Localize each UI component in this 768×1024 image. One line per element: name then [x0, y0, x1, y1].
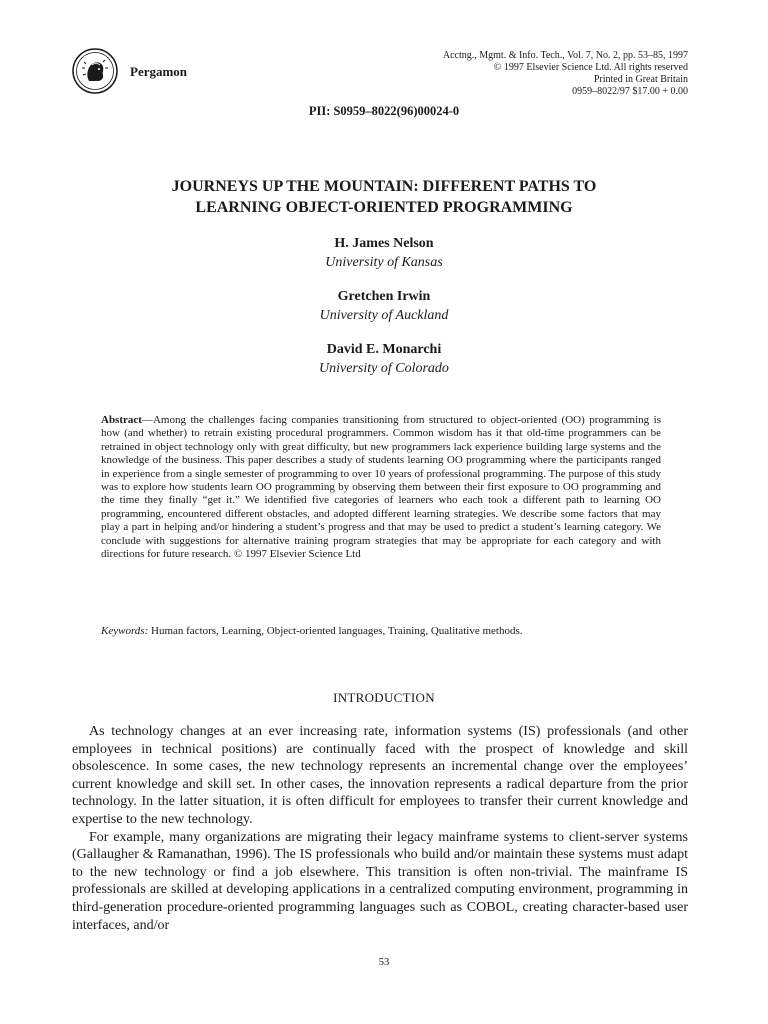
journal-info-line: © 1997 Elsevier Science Ltd. All rights reserved — [493, 62, 688, 73]
keywords-label: Keywords: — [101, 625, 149, 637]
keywords — [101, 625, 661, 638]
title-line: LEARNING OBJECT-ORIENTED PROGRAMMING — [195, 199, 573, 216]
paragraph: As technology changes at an ever increasing rate, information systems (IS) professionals (and other employees in technical positions) are continually faced with the prospect of knowledge and skill obsolescence. In some cases, the new technology represents an incremental change over the employees’ current knowledge and skill set. In other cases, the innovation represents a radical departure from the prior technology. In the latter situation, it is often difficult for employees to transfer their current knowledge and expertise to the new technology. — [72, 724, 688, 827]
title-line: JOURNEYS UP THE MOUNTAIN: DIFFERENT PATHS TO — [171, 178, 597, 195]
pii-identifier: PII: S0959–8022(96)00024-0 — [308, 104, 460, 118]
publisher-name: Pergamon — [130, 64, 188, 79]
paragraph: For example, many organizations are migrating their legacy mainframe systems to client-server systems (Gallaugher & Ramanathan, 1996). The IS professionals who build and/or maintain these systems must adapt to the new technology or find a job elsewhere. This transition is often non-trivial. The mainframe IS professionals are skilled at developing applications in a centralized computing environment, programming in third-generation procedure-oriented programming languages such as COBOL, creating character-based user interfaces, and/or — [72, 829, 688, 933]
author-affiliation: University of Colorado — [319, 361, 449, 376]
body-text — [72, 723, 688, 934]
keywords-text: Human factors, Learning, Object-oriented languages, Training, Qualitative methods. — [148, 625, 523, 637]
abstract-label: Abstract — [101, 414, 142, 426]
abstract-text: —Among the challenges facing companies transitioning from structured to object-oriented (OO) programming is how (and whether) to retrain existing procedural programmers. Common wisdom has it that old-time programmers can be retrained in object technology only with great difficulty, but new programmers lack experience building large systems and the knowledge of the business. This paper describes a study of students learning OO programming where the participants ranged in experience from a single semester of programming to over 10 years of professional programming. The purpose of this study was to explore how students learn OO programming by observing them between their first exposure to OO programming and the time they finally “get it.” We identified five categories of learners who each took a different path to learning OO programming, encountered different obstacles, and adopted different learning strategies. We describe some factors that may play a part in helping and/or hindering a student’s progress and that may be used to predict a student’s learning category. We conclude with suggestions for alternative training program strategies that may be appropriate for each category and with directions for future research. © 1997 Elsevier Science Ltd — [101, 414, 661, 561]
journal-info-line: Printed in Great Britain — [593, 74, 688, 85]
journal-info-line: 0959–8022/97 $17.00 + 0.00 — [572, 86, 688, 97]
section-heading: INTRODUCTION — [333, 690, 435, 705]
author-name: Gretchen Irwin — [337, 289, 431, 304]
author-block — [0, 340, 768, 378]
journal-info-line: Acctng., Mgmt. & Info. Tech., Vol. 7, No. 2, pp. 53–85, 1997 — [442, 50, 688, 61]
journal-citation — [443, 50, 688, 98]
page-number: 53 — [378, 957, 390, 968]
paper-title — [60, 176, 708, 218]
author-affiliation: University of Auckland — [319, 308, 449, 323]
author-block — [0, 234, 768, 272]
author-affiliation: University of Kansas — [325, 255, 443, 270]
author-name: H. James Nelson — [334, 236, 434, 251]
author-name: David E. Monarchi — [326, 342, 442, 357]
author-block — [0, 287, 768, 325]
pergamon-logo-icon — [72, 48, 118, 94]
abstract — [101, 414, 661, 561]
